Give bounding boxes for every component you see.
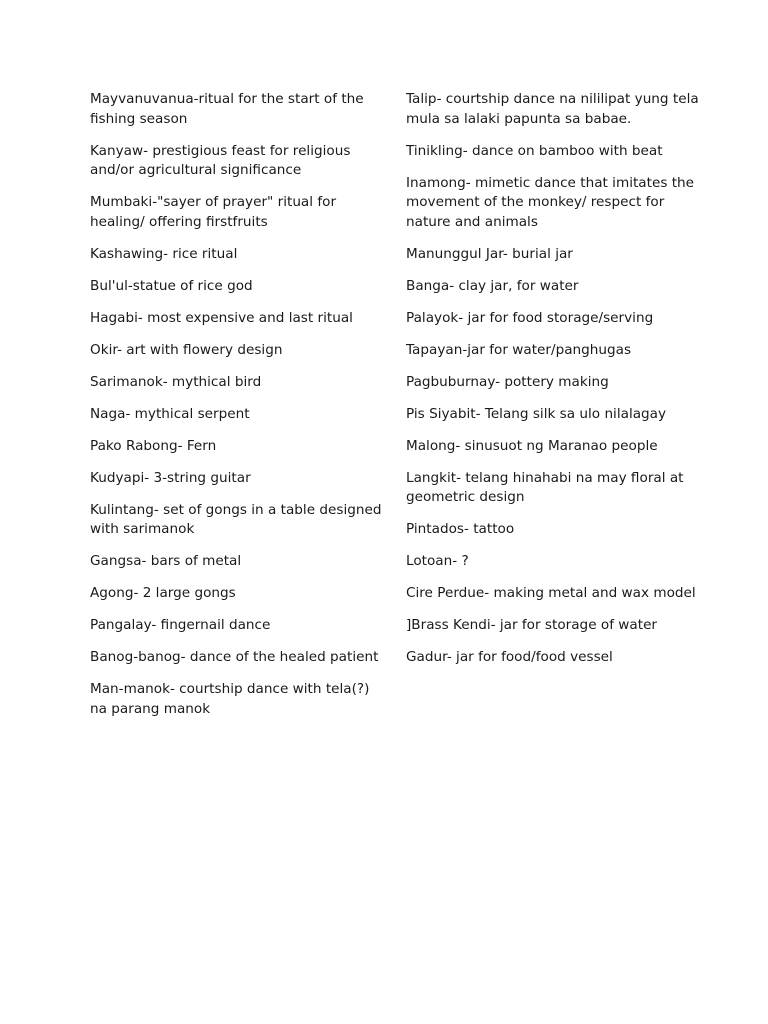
list-item: ]Brass Kendi- jar for storage of water <box>406 617 658 634</box>
list-item: Tinikling- dance on bamboo with beat <box>406 142 663 159</box>
list-item: Pako Rabong- Fern <box>90 437 217 454</box>
left-column <box>90 90 382 732</box>
list-item: Naga- mythical serpent <box>90 405 250 422</box>
list-item: Mumbaki-"sayer of prayer" ritual for healing/ offering firstfruits <box>90 194 337 230</box>
list-item: Kudyapi- 3-string guitar <box>90 469 251 486</box>
list-item: Sarimanok- mythical bird <box>90 373 262 390</box>
list-item: Agong- 2 large gongs <box>90 585 236 602</box>
list-item: Hagabi- most expensive and last ritual <box>90 309 353 326</box>
list-item: Talip- courtship dance na nililipat yung tela mula sa lalaki papunta sa babae. <box>406 91 699 127</box>
list-item: Tapayan-jar for water/panghugas <box>406 341 632 358</box>
list-item: Langkit- telang hinahabi na may floral at geometric design <box>406 469 684 506</box>
list-item: Gadur- jar for food/food vessel <box>406 649 613 666</box>
list-item: Kashawing- rice ritual <box>90 245 238 262</box>
list-item: Mayvanuvanua-ritual for the start of the fishing season <box>90 91 364 127</box>
list-item: Gangsa- bars of metal <box>90 553 242 570</box>
list-item: Kanyaw- prestigious feast for religious and/or agricultural significance <box>90 142 351 179</box>
right-column <box>406 90 706 680</box>
list-item: Inamong- mimetic dance that imitates the movement of the monkey/ respect for nature and animals <box>406 174 695 230</box>
list-item: Pis Siyabit- Telang silk sa ulo nilalagay <box>406 405 667 422</box>
list-item: Pintados- tattoo <box>406 521 515 538</box>
list-item: Malong- sinusuot ng Maranao people <box>406 437 658 454</box>
list-item: Man-manok- courtship dance with tela(?) na parang manok <box>90 681 370 717</box>
list-item: Cire Perdue- making metal and wax model <box>406 585 696 602</box>
list-item: Okir- art with flowery design <box>90 341 283 358</box>
list-item: Banga- clay jar, for water <box>406 277 579 294</box>
list-item: Pagbuburnay- pottery making <box>406 373 609 390</box>
list-item: Bul'ul-statue of rice god <box>90 277 253 294</box>
list-item: Manunggul Jar- burial jar <box>406 245 573 262</box>
list-item: Palayok- jar for food storage/serving <box>406 309 654 326</box>
list-item: Lotoan- ? <box>406 553 469 570</box>
list-item: Kulintang- set of gongs in a table designed with sarimanok <box>90 501 382 538</box>
list-item: Pangalay- fingernail dance <box>90 617 271 634</box>
list-item: Banog-banog- dance of the healed patient <box>90 649 379 666</box>
